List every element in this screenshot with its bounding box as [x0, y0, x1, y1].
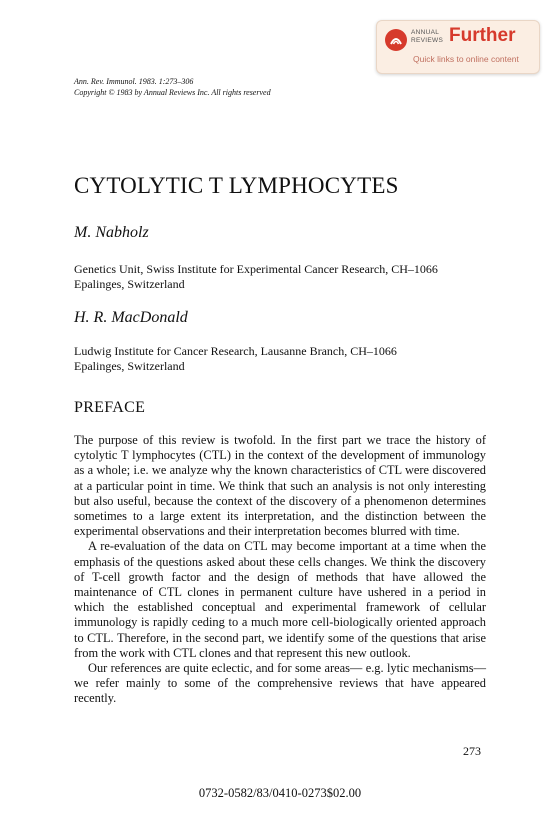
- body-text: [74, 433, 486, 707]
- paragraph: A re-evaluation of the data on CTL may become important at a time when the emphasis of the questions asked about these cells changes. We think the discovery of T-cell growth factor and the design of methods that have allowed the maintenance of CTL clones in permanent culture have ushered in a period in which the established conceptual and experimental framework of cellular immunology is rapidly ceding to a much more cell-biologically oriented approach to CTL. Therefore, in the second part, we identify some of the questions that arise from the work with CTL clones and that represent this new outlook.: [74, 539, 486, 660]
- citation-block: [74, 76, 271, 98]
- article-title: CYTOLYTIC T LYMPHOCYTES: [74, 173, 399, 198]
- author-affiliation: Ludwig Institute for Cancer Research, Lausanne Branch, CH–1066 Epalinges, Switzerland: [74, 344, 397, 373]
- journal-citation: Ann. Rev. Immunol. 1983. 1:273–306: [74, 77, 194, 86]
- banner-tagline: Quick links to online content: [413, 54, 519, 64]
- further-banner[interactable]: [376, 20, 540, 74]
- paragraph: The purpose of this review is twofold. In the first part we trace the history of cytolytic T lymphocytes (CTL) in the context of the development of immunology as a whole; i.e. we analyze why the known characteristics of CTL were discovered at a particular point in time. We think that such an analysis is not only interesting but also useful, because the context of the discovery of a phenomenon determines sometimes to a large extent its interpretation, and the distinction between the experimental observations and their interpretation becomes blurred with time.: [74, 433, 486, 539]
- annual-reviews-logo-icon: [385, 29, 407, 51]
- author-name: H. R. MacDonald: [74, 309, 188, 326]
- paragraph: Our references are quite eclectic, and for some areas— e.g. lytic mechanisms— we refer mainly to some of the comprehensive reviews that have appeared recently.: [74, 661, 486, 706]
- page-number: 273: [463, 744, 481, 758]
- section-heading: PREFACE: [74, 399, 146, 416]
- author-name: M. Nabholz: [74, 224, 149, 241]
- author-affiliation: Genetics Unit, Swiss Institute for Experimental Cancer Research, CH–1066 Epalinges, Switzerland: [74, 262, 438, 291]
- article-identifier: 0732-0582/83/0410-0273$02.00: [198, 786, 362, 800]
- copyright-line: Copyright © 1983 by Annual Reviews Inc. All rights reserved: [74, 88, 271, 97]
- publisher-label: ANNUAL REVIEWS: [411, 29, 444, 44]
- further-label: Further: [449, 25, 516, 46]
